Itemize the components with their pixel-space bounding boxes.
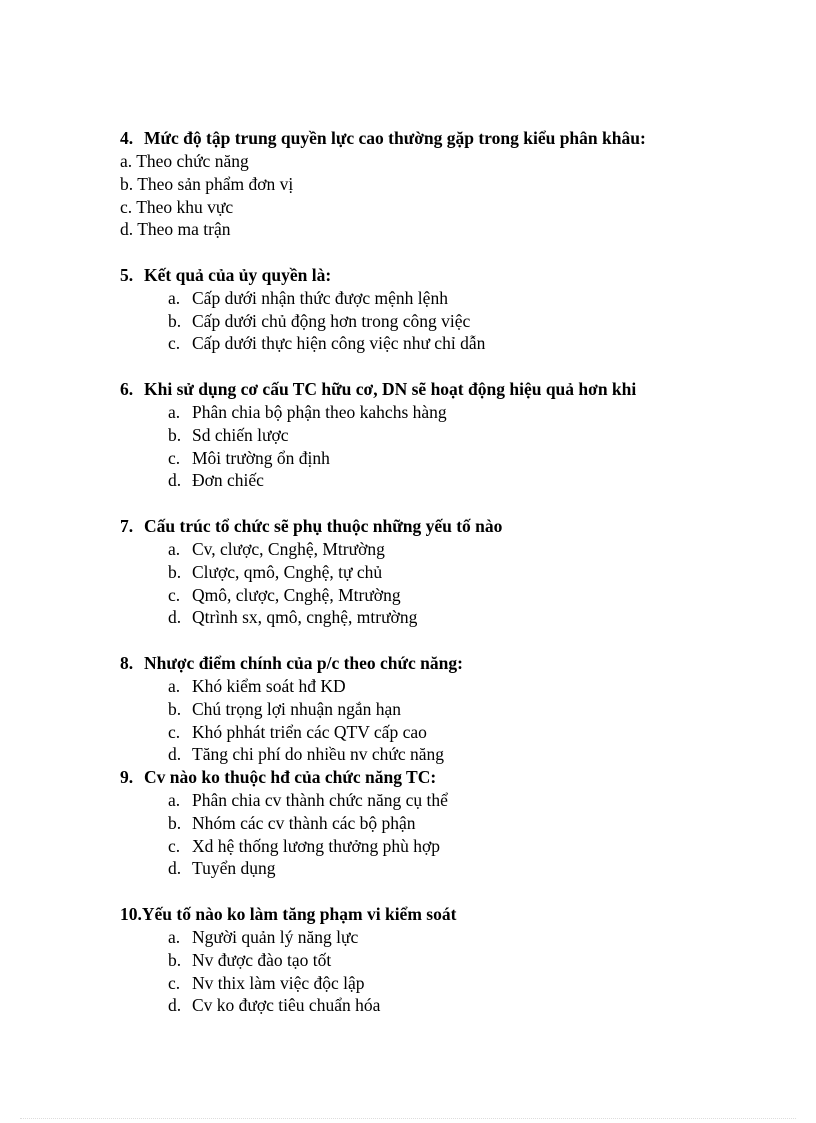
question-9-heading	[120, 766, 436, 788]
question-number: 9.	[120, 767, 134, 787]
answer-marker: c.	[168, 973, 181, 993]
answer-option	[120, 150, 249, 172]
answer-text: Khó kiểm soát hđ KD	[192, 676, 346, 696]
answer-text: Theo chức năng	[136, 151, 249, 171]
answer-text: Người quản lý năng lực	[192, 927, 359, 947]
answer-text: Phân chia cv thành chức năng cụ thể	[192, 790, 448, 810]
answer-text: Theo sản phẩm đơn vị	[137, 174, 294, 194]
answer-marker: b.	[168, 950, 182, 970]
answer-marker: a.	[168, 676, 181, 696]
answer-marker: d.	[120, 219, 134, 239]
answer-option	[120, 173, 293, 195]
question-8-heading	[120, 652, 463, 674]
answer-marker: d.	[168, 470, 182, 490]
question-text: Nhược điểm chính của p/c theo chức năng:	[144, 653, 463, 673]
answer-text: Clược, qmô, Cnghệ, tự chủ	[192, 562, 383, 582]
answer-marker: d.	[168, 995, 182, 1015]
answer-text: Đơn chiếc	[192, 470, 264, 490]
answer-marker: b.	[168, 425, 182, 445]
answer-marker: a.	[168, 288, 181, 308]
answer-marker: a.	[168, 927, 181, 947]
answer-text: Cấp dưới nhận thức được mệnh lệnh	[192, 288, 448, 308]
answer-text: Khó phhát triển các QTV cấp cao	[192, 722, 427, 742]
answer-text: Theo khu vực	[136, 197, 234, 217]
answer-marker: a.	[168, 539, 181, 559]
question-10-heading	[120, 903, 456, 925]
answer-option	[120, 218, 230, 240]
question-number: 10.	[120, 904, 142, 924]
question-text: Mức độ tập trung quyền lực cao thường gặp trong kiểu phân khâu:	[144, 128, 646, 148]
answer-marker: b.	[168, 311, 182, 331]
answer-marker: b.	[168, 813, 182, 833]
question-7-heading	[120, 515, 502, 537]
question-6-heading	[120, 378, 636, 400]
answer-text: Xd hệ thống lương thưởng phù hợp	[192, 836, 440, 856]
answer-text: Tăng chi phí do nhiều nv chức năng	[192, 744, 444, 764]
answer-text: Sd chiến lược	[192, 425, 289, 445]
answer-text: Cấp dưới chủ động hơn trong công việc	[192, 311, 471, 331]
answer-text: Nhóm các cv thành các bộ phận	[192, 813, 416, 833]
question-text: Khi sử dụng cơ cấu TC hữu cơ, DN sẽ hoạt động hiệu quả hơn khi	[144, 379, 637, 399]
answer-marker: d.	[168, 744, 182, 764]
answer-marker: c.	[120, 197, 133, 217]
answer-text: Chú trọng lợi nhuận ngắn hạn	[192, 699, 402, 719]
question-text: Cv nào ko thuộc hđ của chức năng TC:	[144, 767, 437, 787]
answer-marker: a.	[168, 402, 181, 422]
question-number: 4.	[120, 128, 134, 148]
answer-marker: b.	[168, 562, 182, 582]
answer-text: Cv, clược, Cnghệ, Mtrường	[192, 539, 385, 559]
answer-marker: c.	[168, 585, 181, 605]
answer-option	[120, 196, 233, 218]
question-5-heading	[120, 264, 331, 286]
page-bottom-divider	[20, 1118, 796, 1119]
question-number: 6.	[120, 379, 134, 399]
answer-text: Qmô, clược, Cnghệ, Mtrường	[192, 585, 401, 605]
answer-marker: c.	[168, 448, 181, 468]
answer-text: Nv thix làm việc độc lập	[192, 973, 365, 993]
answer-marker: a.	[168, 790, 181, 810]
answer-text: Phân chia bộ phận theo kahchs hàng	[192, 402, 447, 422]
question-number: 7.	[120, 516, 134, 536]
answer-text: Qtrình sx, qmô, cnghệ, mtrường	[192, 607, 418, 627]
answer-marker: c.	[168, 836, 181, 856]
question-text: Kết quả của ủy quyền là:	[144, 265, 332, 285]
answer-marker: c.	[168, 722, 181, 742]
answer-text: Tuyển dụng	[192, 858, 276, 878]
answer-text: Môi trường ổn định	[192, 448, 330, 468]
answer-text: Nv được đào tạo tốt	[192, 950, 332, 970]
answer-text: Theo ma trận	[137, 219, 231, 239]
question-text: Cấu trúc tổ chức sẽ phụ thuộc những yếu tố nào	[144, 516, 503, 536]
answer-text: Cv ko được tiêu chuẩn hóa	[192, 995, 381, 1015]
answer-marker: b.	[120, 174, 134, 194]
question-text: Yếu tố nào ko làm tăng phạm vi kiểm soát	[141, 904, 457, 924]
question-number: 8.	[120, 653, 134, 673]
answer-marker: c.	[168, 333, 181, 353]
answer-text: Cấp dưới thực hiện công việc như chỉ dẫn	[192, 333, 486, 353]
answer-marker: d.	[168, 607, 182, 627]
answer-marker: a.	[120, 151, 133, 171]
answer-marker: b.	[168, 699, 182, 719]
question-4-heading	[120, 127, 646, 149]
question-number: 5.	[120, 265, 134, 285]
answer-marker: d.	[168, 858, 182, 878]
